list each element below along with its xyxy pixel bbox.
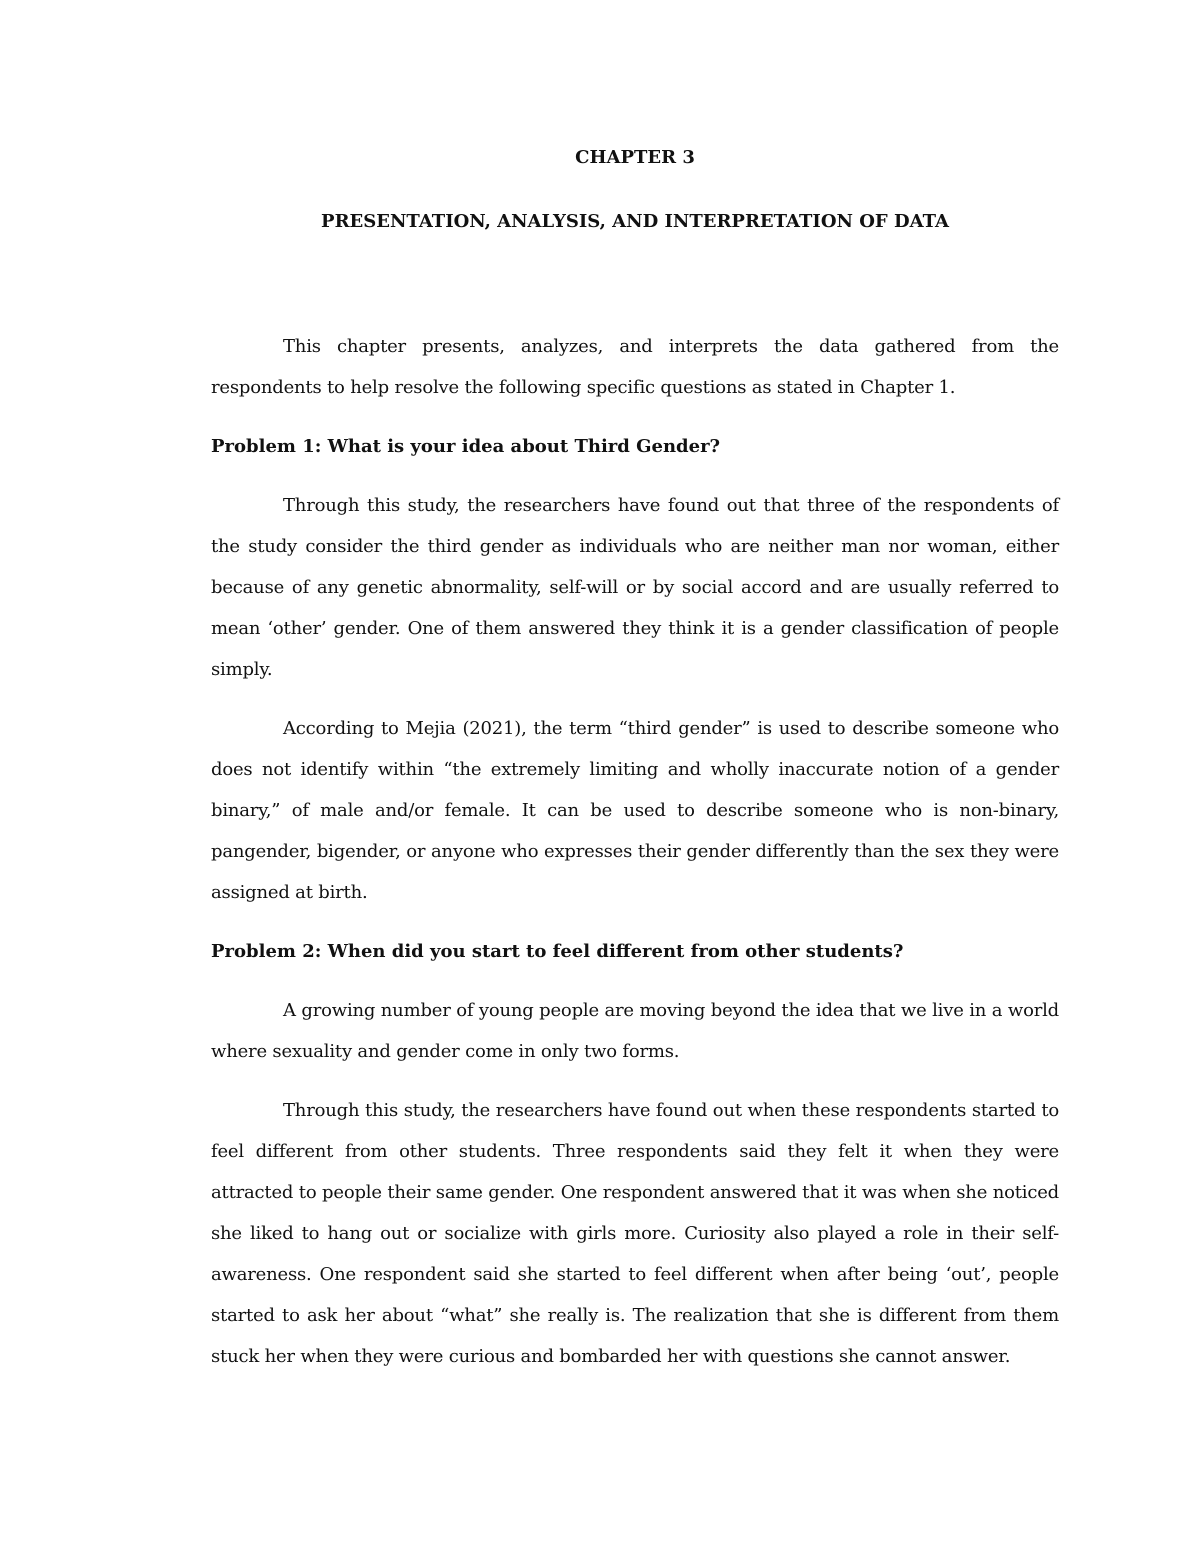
chapter-title: PRESENTATION, ANALYSIS, AND INTERPRETATION OF DATA — [321, 211, 949, 232]
problem-2-paragraph: Through this study, the researchers have found out when these respondents started to feel different from other students. Three respondents said they felt it when they were attracted to people their same gender. One respondent answered that it was when she noticed she liked to hang out or socialize with girls more. Curiosity also played a role in their self-awareness. One respondent said she started to feel different when after being ‘out’, people started to ask her about “what” she really is. The realization that she is different from them stuck her when they were curious and bombarded her with questions she cannot answer. — [211, 1100, 1059, 1367]
problem-1-paragraph: Through this study, the researchers have found out that three of the respondents of the study consider the third gender as individuals who are neither man nor woman, either because of any genetic abnormality, self-will or by social accord and are usually referred to mean ‘other’ gender. One of them answered they think it is a gender classification of people simply. — [211, 495, 1059, 680]
problem-2-paragraph: A growing number of young people are moving beyond the idea that we live in a world where sexuality and gender come in only two forms. — [211, 1000, 1059, 1062]
problem-1-paragraph: According to Mejia (2021), the term “third gender” is used to describe someone who does not identify within “the extremely limiting and wholly inaccurate notion of a gender binary,” of male and/or female. It can be used to describe someone who is non-binary, pangender, bigender, or anyone who expresses their gender differently than the sex they were assigned at birth. — [211, 718, 1059, 903]
chapter-number: CHAPTER 3 — [575, 147, 695, 168]
problem-2-heading: Problem 2: When did you start to feel different from other students? — [211, 941, 904, 962]
intro-paragraph: This chapter presents, analyzes, and interprets the data gathered from the respondents to help resolve the following specific questions as stated in Chapter 1. — [211, 336, 1059, 398]
problem-1-heading: Problem 1: What is your idea about Third Gender? — [211, 436, 721, 457]
document-content — [211, 138, 1059, 1395]
